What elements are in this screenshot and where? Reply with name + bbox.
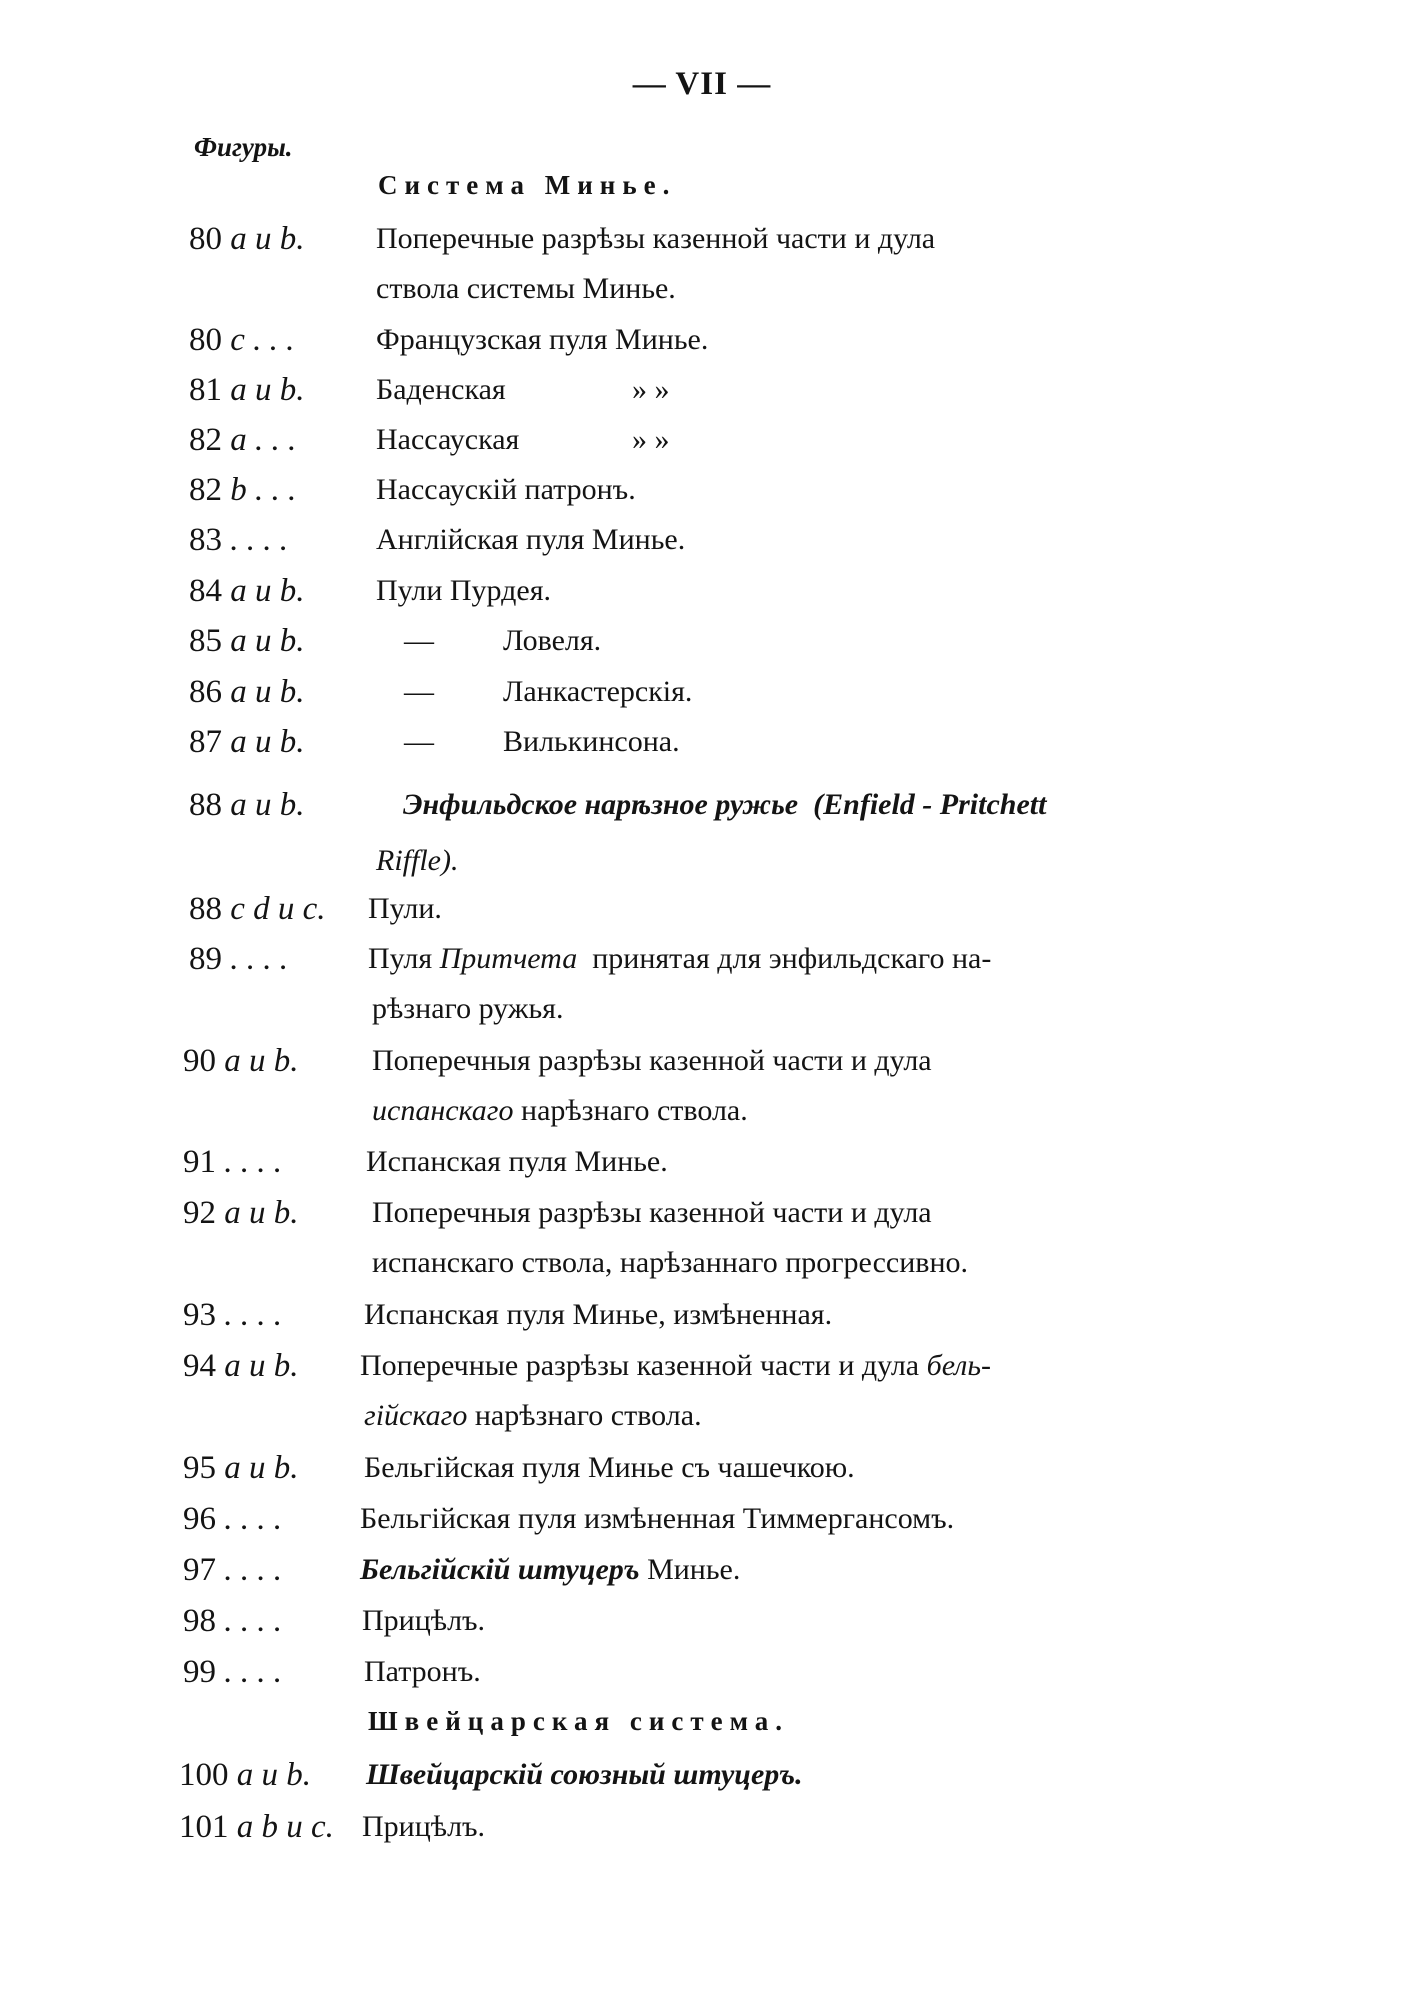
figure-number: 90 a и b. (183, 1043, 299, 1079)
figure-description-continuation: испанскаго ствола, нарѣзаннаго прогрессивно. (372, 1246, 969, 1279)
figure-description: Поперечныя разрѣзы казенной части и дула (372, 1044, 932, 1077)
figure-description: Вилькинсона. (503, 725, 680, 758)
figure-description: Французская пуля Минье. (376, 323, 709, 356)
page-number-header: — VII — (632, 66, 772, 102)
figure-number: 81 a и b. (189, 372, 305, 408)
figure-number: 95 a и b. (183, 1450, 299, 1486)
figure-description: Патронъ. (364, 1655, 481, 1688)
figure-number: 92 a и b. (183, 1195, 299, 1231)
figure-description: Поперечные разрѣзы казенной части и дула бель- (360, 1349, 992, 1382)
ditto-dash: — (404, 725, 434, 758)
figures-column-label: Фигуры. (194, 132, 293, 162)
figure-number: 96 . . . . (183, 1501, 282, 1537)
figure-description-continuation: испанскаго нарѣзнаго ствола. (372, 1094, 748, 1127)
ditto-dash: — (404, 624, 434, 657)
figure-number: 101 a b и c. (179, 1809, 334, 1845)
figure-description-continuation: Riffle). (376, 844, 459, 877)
figure-number: 98 . . . . (183, 1603, 282, 1639)
figure-number: 89 . . . . (189, 941, 288, 977)
figure-number: 100 a и b. (179, 1757, 311, 1793)
figure-description: Испанская пуля Минье. (366, 1145, 668, 1178)
figure-description: Прицѣлъ. (362, 1604, 486, 1637)
figure-description: Испанская пуля Минье, измѣненная. (364, 1298, 833, 1331)
section-title-minie: Система Минье. (378, 170, 677, 200)
figure-description: Поперечные разрѣзы казенной части и дула (376, 222, 936, 255)
figure-number: 97 . . . . (183, 1552, 282, 1588)
ditto-marks: » » (632, 423, 670, 456)
figure-description: Ланкастерскія. (503, 675, 693, 708)
figure-number: 88 c d и c. (189, 891, 326, 927)
figure-description-continuation: гійскаго нарѣзнаго ствола. (364, 1399, 702, 1432)
ditto-marks: » » (632, 373, 670, 406)
figure-number: 93 . . . . (183, 1297, 282, 1333)
figure-number: 82 b . . . (189, 472, 297, 508)
figure-number: 80 c . . . (189, 322, 295, 358)
figure-description: Энфильдское нарѣзное ружье (Enfield - Pritchett (403, 788, 1047, 821)
figure-description: Баденская (376, 373, 506, 406)
figure-number: 88 a и b. (189, 787, 305, 823)
figure-number: 94 a и b. (183, 1348, 299, 1384)
figure-description: Пули. (368, 892, 442, 925)
figure-description: Бельгійская пуля Минье съ чашечкою. (364, 1451, 855, 1484)
figure-number: 99 . . . . (183, 1654, 282, 1690)
figure-description: Поперечныя разрѣзы казенной части и дула (372, 1196, 932, 1229)
figure-number: 86 a и b. (189, 674, 305, 710)
figure-description: Швейцарскій союзный штуцеръ. (366, 1758, 803, 1791)
ditto-dash: — (404, 675, 434, 708)
figure-description-continuation: рѣзнаго ружья. (372, 992, 564, 1025)
figure-number: 91 . . . . (183, 1144, 282, 1180)
figure-description: Пули Пурдея. (376, 574, 552, 607)
figure-number: 87 a и b. (189, 724, 305, 760)
figure-number: 82 a . . . (189, 422, 297, 458)
figure-description-continuation: ствола системы Минье. (376, 272, 676, 305)
figure-description: Прицѣлъ. (362, 1810, 486, 1843)
figure-description: Пуля Притчета принятая для энфильдскаго на- (368, 942, 992, 975)
figure-description: Бельгійскій штуцеръ Минье. (360, 1553, 741, 1586)
figure-number: 85 a и b. (189, 623, 305, 659)
figure-description: Англійская пуля Минье. (376, 523, 686, 556)
figure-number: 84 a и b. (189, 573, 305, 609)
figure-number: 80 a и b. (189, 221, 305, 257)
section-title-swiss: Швейцарская система. (368, 1706, 790, 1736)
figure-description: Бельгійская пуля измѣненная Тиммергансомъ. (360, 1502, 955, 1535)
figure-description: Нассаускій патронъ. (376, 473, 636, 506)
figure-number: 83 . . . . (189, 522, 288, 558)
figure-description: Ловеля. (503, 624, 602, 657)
figure-description: Нассауская (376, 423, 520, 456)
